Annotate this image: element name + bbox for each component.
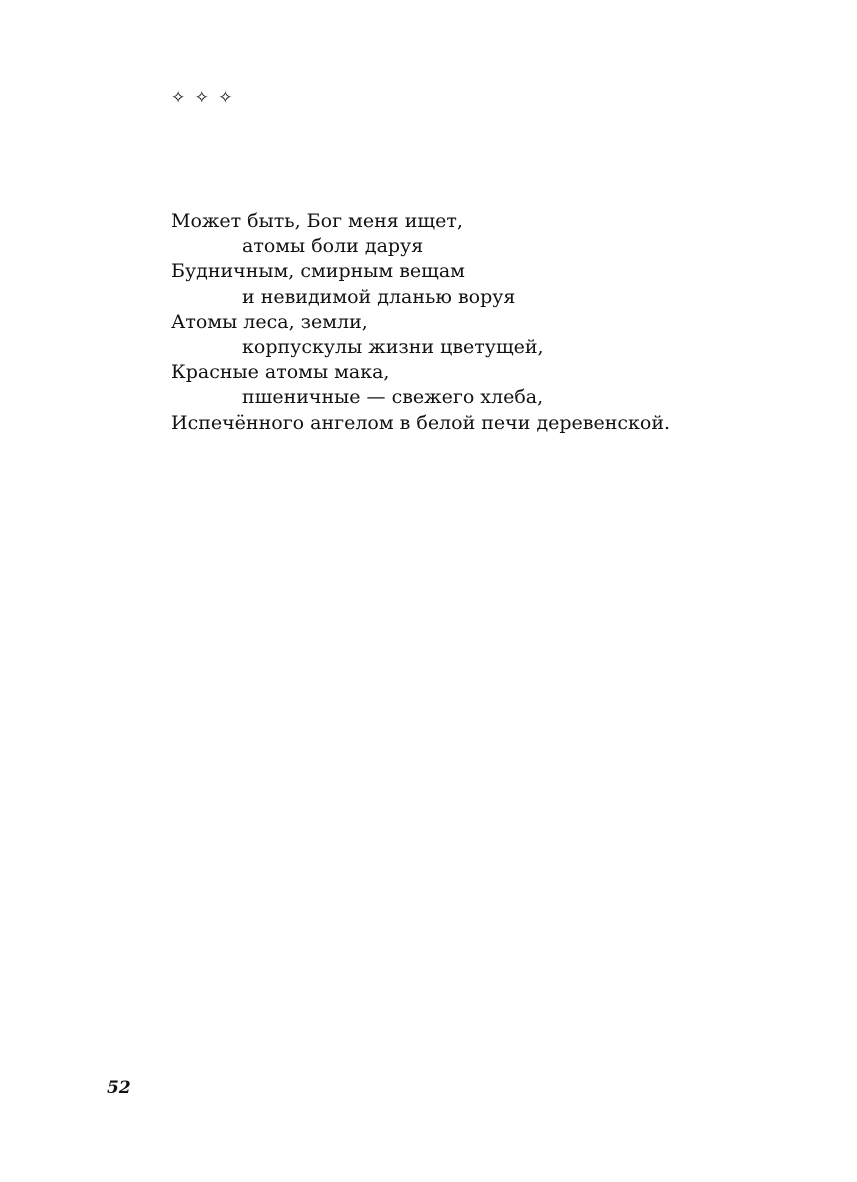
poem-stanza [171, 209, 811, 436]
poem-line: пшеничные — свежего хлеба, [242, 386, 544, 409]
poem-line: Может быть, Бог меня ищет, [171, 210, 463, 232]
poem-line: Будничным, смирным вещам [171, 260, 465, 283]
poem-line: Атомы леса, земли, [171, 310, 368, 333]
page-number: 52 [107, 1078, 131, 1098]
poem-line: атомы боли даруя [242, 235, 424, 258]
section-ornament: ✧ ✧ ✧ [171, 88, 235, 108]
poem-line: Красные атомы мака, [171, 361, 390, 384]
poem-line: корпускулы жизни цветущей, [242, 336, 544, 359]
poem-line: Испечённого ангелом в белой печи деревенской. [171, 411, 671, 434]
poem-line: и невидимой дланью воруя [242, 285, 516, 308]
